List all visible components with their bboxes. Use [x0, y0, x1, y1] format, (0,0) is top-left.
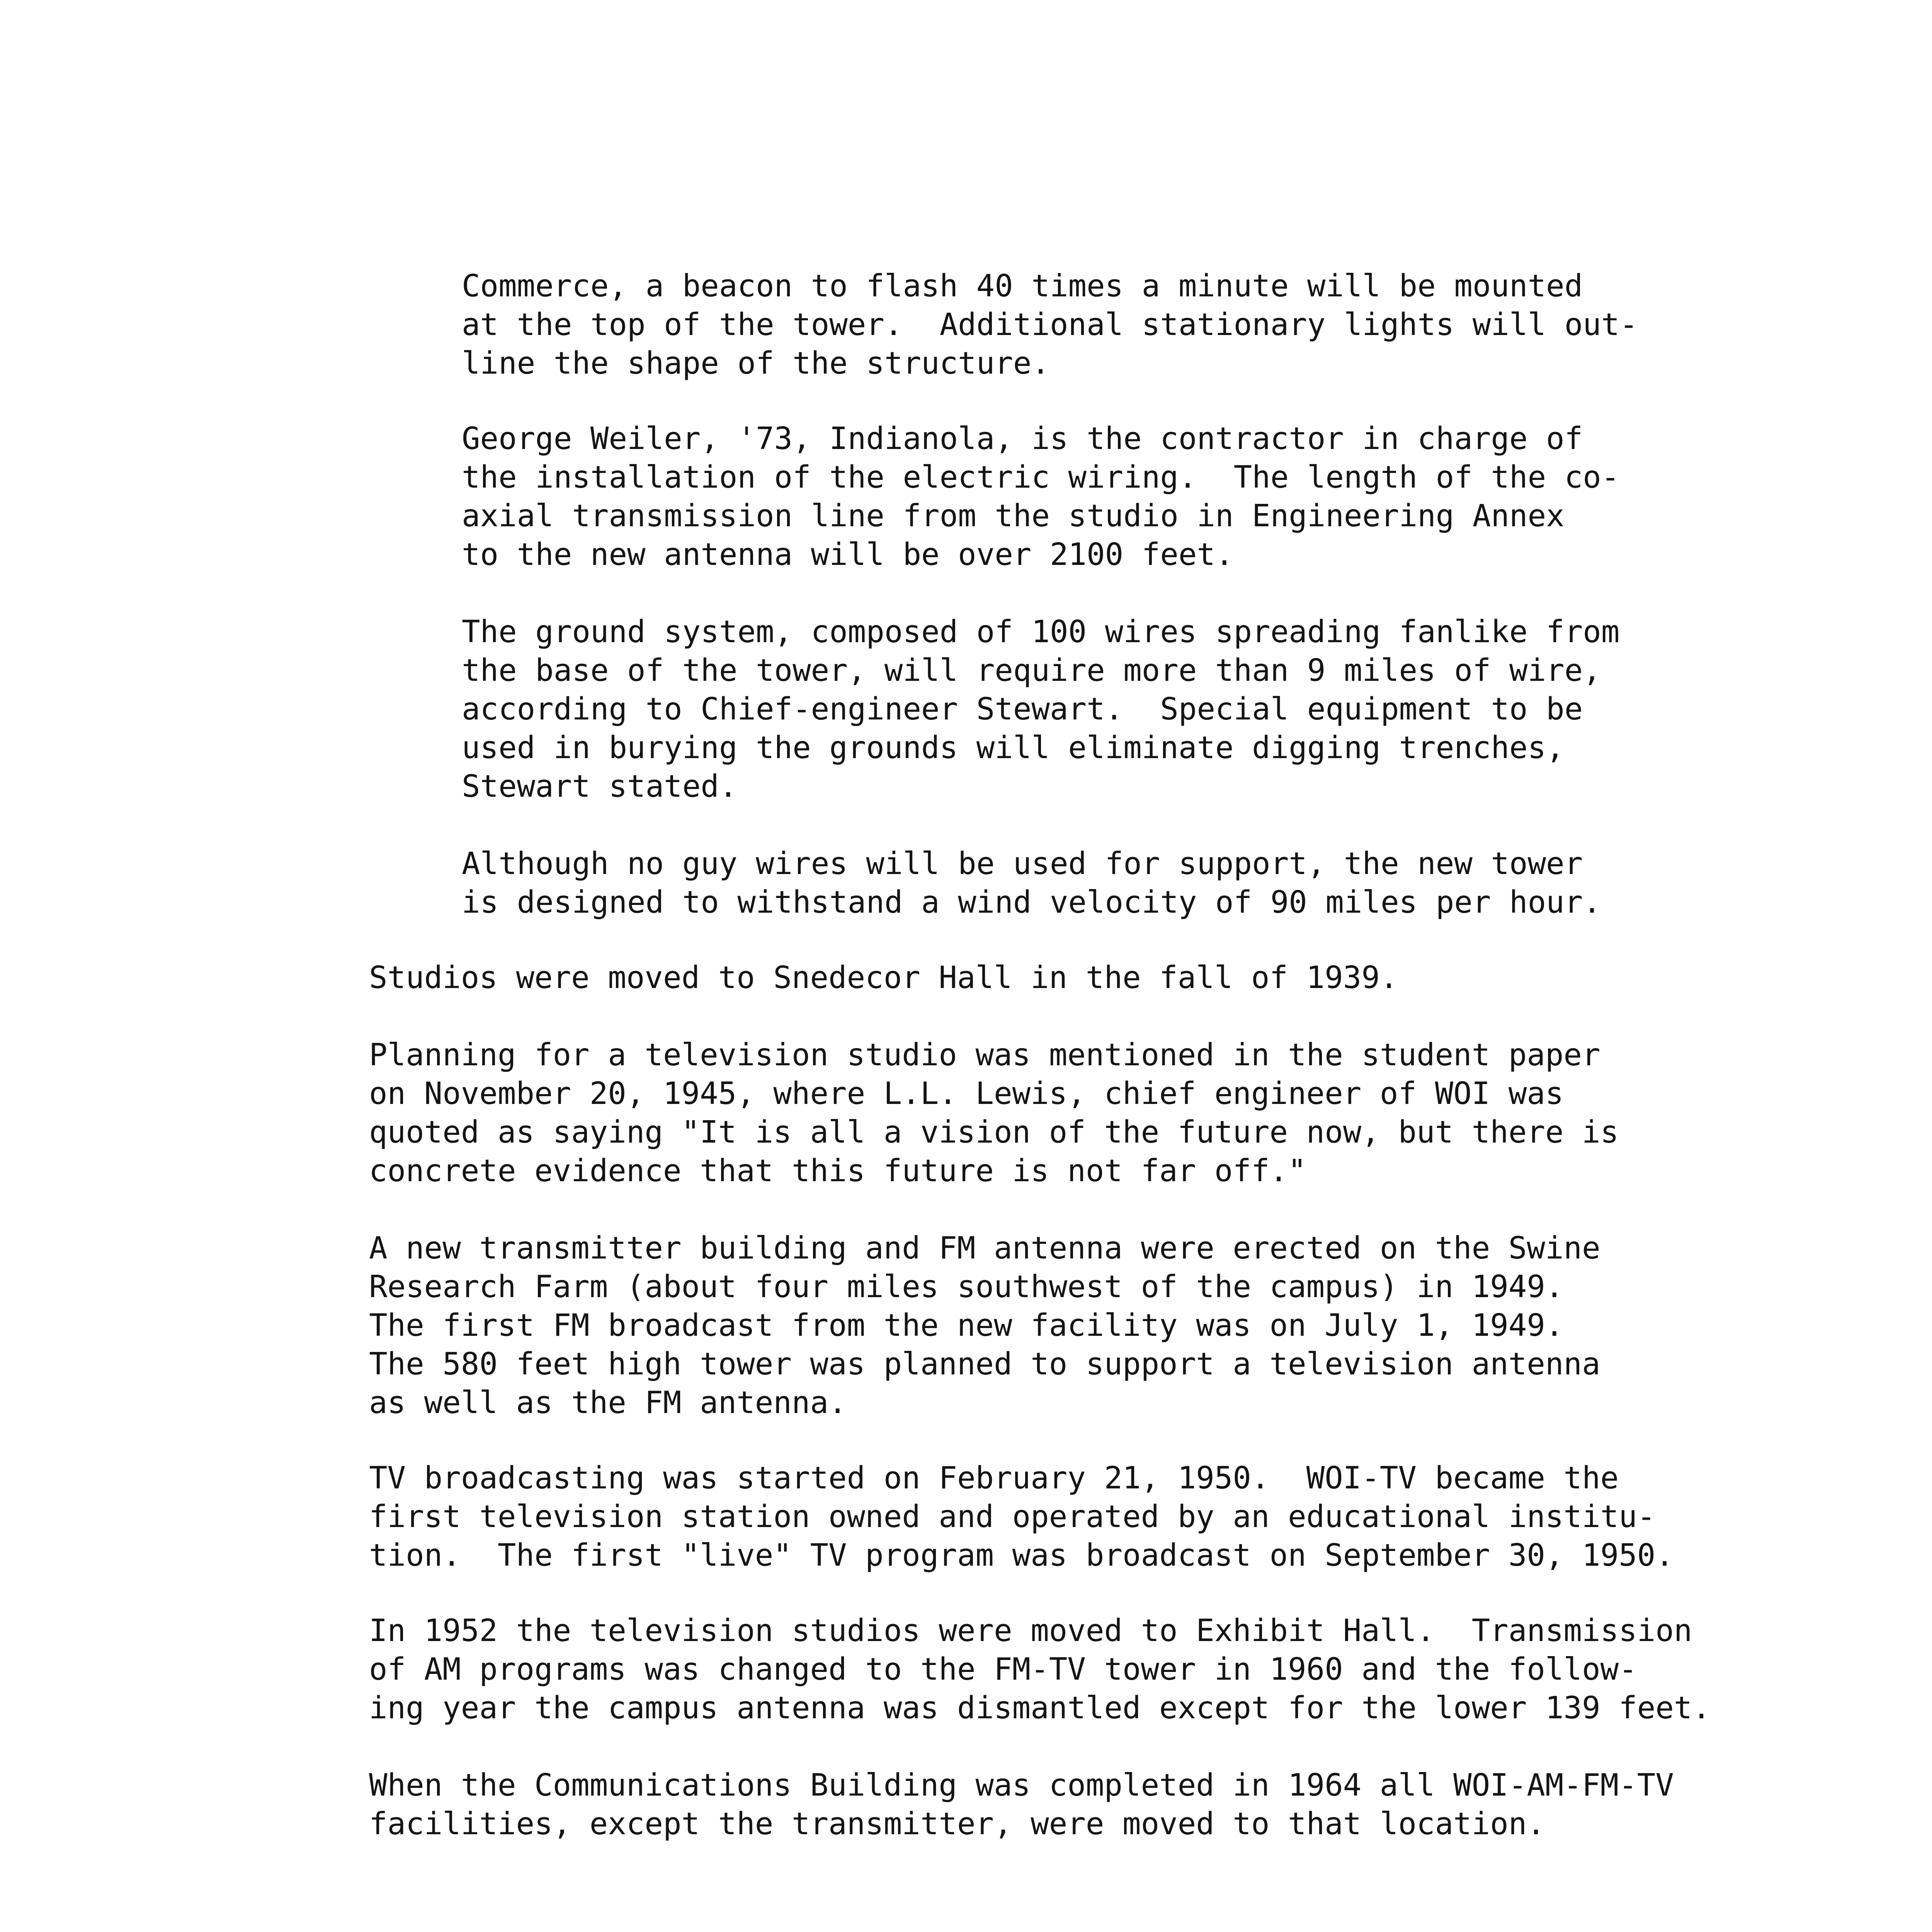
quote-paragraph-3-line-1: The ground system, composed of 100 wires spreading fanlike from [462, 614, 1620, 650]
quote-paragraph-1-line-2: at the top of the tower. Additional stationary lights will out- [462, 307, 1638, 342]
body-paragraph-2-line-1: Planning for a television studio was mentioned in the student paper [369, 1037, 1600, 1073]
quote-paragraph-3-line-3: according to Chief-engineer Stewart. Special equipment to be [462, 691, 1583, 727]
quote-paragraph-2-line-4: to the new antenna will be over 2100 feet. [462, 537, 1234, 572]
quote-paragraph-2-line-2: the installation of the electric wiring. The length of the co- [462, 459, 1620, 495]
body-paragraph-5-line-3: ing year the campus antenna was dismantled except for the lower 139 feet. [369, 1690, 1711, 1726]
body-paragraph-3-line-5: as well as the FM antenna. [369, 1385, 847, 1420]
body-paragraph-4-line-2: first television station owned and operated by an educational institu- [369, 1499, 1656, 1534]
quote-paragraph-4-line-1: Although no guy wires will be used for support, the new tower [462, 846, 1583, 881]
body-paragraph-5-line-2: of AM programs was changed to the FM-TV tower in 1960 and the follow- [369, 1651, 1637, 1687]
body-paragraph-2-line-2: on November 20, 1945, where L.L. Lewis, chief engineer of WOI was [369, 1076, 1564, 1111]
body-paragraph-6-line-1: When the Communications Building was completed in 1964 all WOI-AM-FM-TV [369, 1767, 1674, 1803]
quote-paragraph-2-line-3: axial transmission line from the studio in Engineering Annex [462, 498, 1565, 534]
quote-paragraph-1-line-3: line the shape of the structure. [462, 345, 1050, 381]
body-paragraph-4-line-3: tion. The first "live" TV program was broadcast on September 30, 1950. [369, 1537, 1674, 1573]
body-paragraph-6-line-2: facilities, except the transmitter, were moved to that location. [369, 1806, 1545, 1842]
body-paragraph-1-line-1: Studios were moved to Snedecor Hall in the fall of 1939. [369, 960, 1398, 995]
quote-paragraph-3-line-5: Stewart stated. [462, 769, 738, 804]
body-paragraph-5-line-1: In 1952 the television studios were moved to Exhibit Hall. Transmission [369, 1613, 1692, 1648]
quote-paragraph-2-line-1: George Weiler, '73, Indianola, is the contractor in charge of [462, 421, 1583, 456]
body-paragraph-4-line-1: TV broadcasting was started on February 21, 1950. WOI-TV became the [369, 1460, 1619, 1496]
quote-paragraph-4-line-2: is designed to withstand a wind velocity of 90 miles per hour. [462, 884, 1601, 920]
body-paragraph-3-line-2: Research Farm (about four miles southwest of the campus) in 1949. [369, 1269, 1564, 1304]
quote-paragraph-1-line-1: Commerce, a beacon to flash 40 times a minute will be mounted [462, 268, 1583, 304]
body-paragraph-3-line-4: The 580 feet high tower was planned to support a television antenna [369, 1346, 1600, 1382]
quote-paragraph-3-line-2: the base of the tower, will require more than 9 miles of wire, [462, 653, 1601, 688]
quote-paragraph-3-line-4: used in burying the grounds will eliminate digging trenches, [462, 730, 1565, 765]
body-paragraph-3-line-3: The first FM broadcast from the new facility was on July 1, 1949. [369, 1308, 1564, 1343]
body-paragraph-2-line-3: quoted as saying "It is all a vision of the future now, but there is [369, 1114, 1619, 1150]
body-paragraph-3-line-1: A new transmitter building and FM antenna were erected on the Swine [369, 1230, 1600, 1266]
body-paragraph-2-line-4: concrete evidence that this future is not far off." [369, 1153, 1306, 1189]
